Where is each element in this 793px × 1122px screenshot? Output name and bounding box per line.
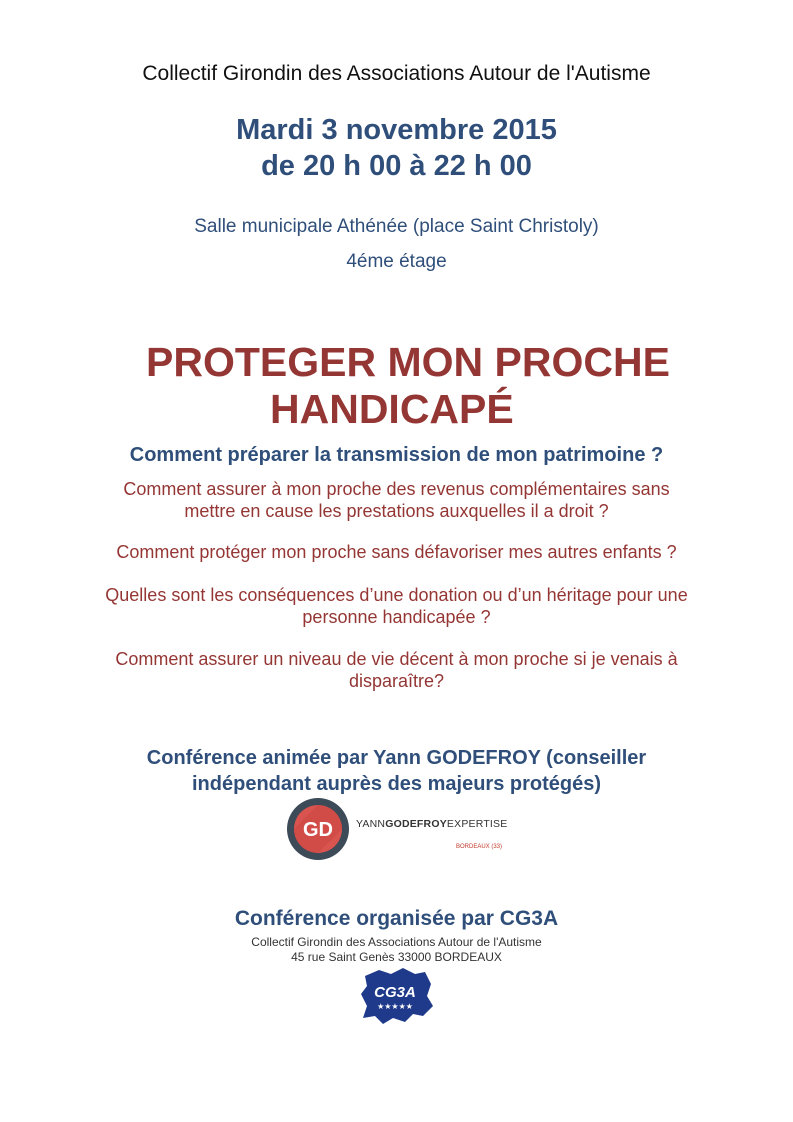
godefroy-logo-city: BORDEAUX (33) bbox=[456, 844, 503, 850]
organizer-name: Collectif Girondin des Associations Autour de l'Autisme bbox=[251, 935, 542, 949]
subtitle-question: Comment préparer la transmission de mon patrimoine ? bbox=[129, 444, 664, 466]
organization-name: Collectif Girondin des Associations Autour de l'Autisme bbox=[142, 62, 651, 85]
question-item bbox=[0, 478, 793, 522]
venue-floor: 4éme étage bbox=[346, 251, 447, 272]
question-line: Comment protéger mon proche sans défavoriser mes autres enfants ? bbox=[116, 542, 677, 562]
event-date bbox=[0, 112, 793, 184]
question-item bbox=[0, 584, 793, 628]
event-time-line: de 20 h 00 à 22 h 00 bbox=[261, 150, 532, 182]
question-line: Quelles sont les conséquences d’une donation ou d’un héritage pour une bbox=[105, 585, 688, 605]
question-line: mettre en cause les prestations auxquelles il a droit ? bbox=[184, 501, 609, 521]
logo-text-a: YANN bbox=[356, 818, 386, 830]
main-title-line2: HANDICAPÉ bbox=[270, 386, 514, 432]
logo-monogram: GD bbox=[303, 819, 333, 841]
speaker-line: indépendant auprès des majeurs protégés) bbox=[192, 773, 601, 795]
question-item bbox=[0, 648, 793, 692]
cg3a-logo-text: CG3A bbox=[374, 984, 416, 1001]
godefroy-logo-icon bbox=[286, 797, 350, 861]
organizer-title: Conférence organisée par CG3A bbox=[234, 907, 559, 930]
cg3a-logo-icon bbox=[357, 966, 435, 1026]
logo-text-b: GODEFROY bbox=[385, 818, 447, 830]
speaker-credit bbox=[0, 745, 793, 797]
question-item bbox=[0, 541, 793, 563]
main-title-line1: PROTEGER MON PROCHE bbox=[146, 339, 670, 385]
question-line: disparaître? bbox=[348, 671, 445, 691]
event-date-line: Mardi 3 novembre 2015 bbox=[236, 114, 557, 146]
organizer-address: 45 rue Saint Genès 33000 BORDEAUX bbox=[291, 950, 502, 964]
question-line: Comment assurer un niveau de vie décent à mon proche si je venais à bbox=[115, 649, 678, 669]
question-line: Comment assurer à mon proche des revenus complémentaires sans bbox=[123, 479, 670, 499]
logo-text-c: EXPERTISE bbox=[446, 818, 508, 830]
godefroy-logo-text bbox=[356, 818, 507, 830]
question-line: personne handicapée ? bbox=[302, 607, 491, 627]
venue: Salle municipale Athénée (place Saint Christoly) bbox=[194, 216, 599, 237]
cg3a-logo-stars: ★★★★★ bbox=[377, 1002, 413, 1011]
speaker-line: Conférence animée par Yann GODEFROY (conseiller bbox=[146, 747, 647, 769]
